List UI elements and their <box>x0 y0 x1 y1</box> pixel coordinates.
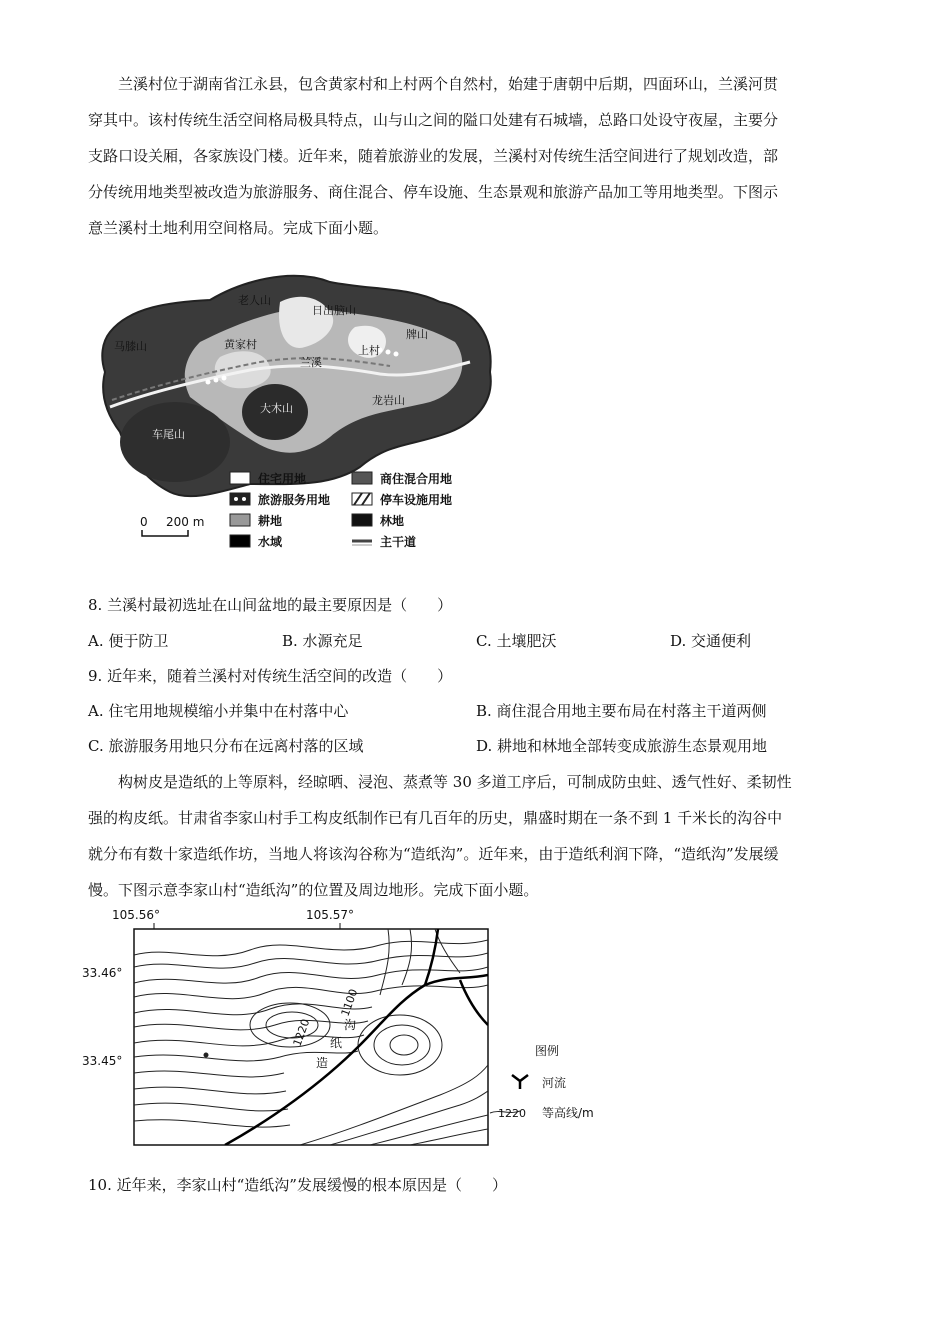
q9-option-d[interactable]: D. 耕地和林地全部转变成旅游生态景观用地 <box>476 737 768 755</box>
gou-char-2: 纸 <box>330 1036 343 1050</box>
label-richuzhaoshan: 日出脑山 <box>312 304 356 317</box>
passage-1 <box>88 66 866 246</box>
scale-bar <box>142 530 188 536</box>
passage-2-line: 就分布有数十家造纸作坊，当地人将该沟谷称为“造纸沟”。近年来，由于造纸利润下降，“造纸沟”发展缓 <box>88 845 779 863</box>
passage-2-line: 慢。下图示意李家山村“造纸沟”的位置及周边地形。完成下面小题。 <box>88 881 539 899</box>
passage-1-line: 兰溪村位于湖南省江永县，包含黄家村和上村两个自然村，始建于唐朝中后期，四面环山，兰溪河贯 <box>118 75 779 93</box>
passage-2-line: 构树皮是造纸的上等原料，经晾晒、浸泡、蒸煮等 30 多道工序后，可制成防虫蛀、透气性好、柔韧性 <box>118 773 792 791</box>
legend-water: 水域 <box>258 535 283 549</box>
question-9-stem: 9. 近年来，随着兰溪村对传统生活空间的改造（ ） <box>88 667 453 685</box>
legend-commercial-residential: 商住混合用地 <box>380 472 453 486</box>
label-mashanshan: 马膝山 <box>114 340 147 353</box>
map2-legend-contour: 等高线/m <box>542 1106 594 1120</box>
label-cheweishan: 车尾山 <box>152 428 185 441</box>
q8-option-c[interactable]: C. 土壤肥沃 <box>476 632 557 650</box>
passage-1-line: 支路口设关厢，各家族设门楼。近年来，随着旅游业的发展，兰溪村对传统生活空间进行了规划改造，部 <box>88 147 779 165</box>
map2-legend-river: 河流 <box>542 1076 567 1090</box>
gou-char-1: 沟 <box>344 1018 357 1032</box>
label-paishan: 牌山 <box>406 328 428 341</box>
q8-option-b[interactable]: B. 水源充足 <box>282 632 363 650</box>
passage-1-line: 分传统用地类型被改造为旅游服务、商住混合、停车设施、生态景观和旅游产品加工等用地类型。下图示 <box>88 183 779 201</box>
q9-option-b[interactable]: B. 商住混合用地主要布局在村落主干道两侧 <box>476 702 767 720</box>
passage-2-line: 强的构皮纸。甘肃省李家山村手工构皮纸制作已有几百年的历史，鼎盛时期在一条不到 1 千米长的沟谷中 <box>88 809 783 827</box>
label-laorenshan: 老人山 <box>238 294 271 307</box>
zaozhigou-contour-map <box>80 905 640 1150</box>
lon-label-1: 105.56° <box>112 908 160 922</box>
cheweishan-mountain <box>120 402 230 482</box>
scale-zero: 0 <box>140 515 148 529</box>
gou-char-3: 造 <box>316 1056 329 1070</box>
map2-legend-contour-value: 1220 <box>498 1107 526 1120</box>
label-huangjiacun: 黄家村 <box>224 338 257 351</box>
contour-label-1100: 1100 <box>338 987 361 1019</box>
lat-label-2: 33.45° <box>82 1054 123 1068</box>
question-8-stem: 8. 兰溪村最初选址在山间盆地的最主要原因是（ ） <box>88 596 453 614</box>
legend-cultivated: 耕地 <box>258 514 283 528</box>
question-10-stem: 10. 近年来，李家山村“造纸沟”发展缓慢的根本原因是（ ） <box>88 1176 507 1194</box>
passage-2 <box>88 764 866 908</box>
passage-1-line: 意兰溪村土地利用空间格局。完成下面小题。 <box>88 219 389 237</box>
passage-1-line: 穿其中。该村传统生活空间格局极具特点，山与山之间的隘口处建有石城墙，总路口处设守夜屋，主要分 <box>88 111 779 129</box>
label-lanxi: 兰溪 <box>300 356 322 369</box>
river-symbol-icon <box>512 1075 528 1089</box>
scale-label: 200 m <box>166 515 205 529</box>
legend-residential: 住宅用地 <box>258 472 307 486</box>
q9-option-a[interactable]: A. 住宅用地规模缩小并集中在村落中心 <box>88 702 349 720</box>
label-shangcun: 上村 <box>358 344 380 357</box>
q8-option-a[interactable]: A. 便于防卫 <box>88 632 169 650</box>
lon-label-2: 105.57° <box>306 908 354 922</box>
lanxi-land-use-map <box>90 262 500 562</box>
map1-legend <box>230 471 452 549</box>
map2-legend-title: 图例 <box>535 1044 560 1058</box>
q8-option-d[interactable]: D. 交通便利 <box>670 632 752 650</box>
contour-label-1220: 1220 <box>290 1017 313 1049</box>
legend-forest: 林地 <box>380 514 405 528</box>
label-damushan: 大木山 <box>260 402 293 415</box>
q9-option-c[interactable]: C. 旅游服务用地只分布在远离村落的区域 <box>88 737 364 755</box>
label-longyanshan: 龙岩山 <box>372 394 405 407</box>
legend-parking: 停车设施用地 <box>380 493 453 507</box>
lat-label-1: 33.46° <box>82 966 123 980</box>
legend-tourism: 旅游服务用地 <box>258 493 331 507</box>
legend-main-road: 主干道 <box>380 535 417 549</box>
